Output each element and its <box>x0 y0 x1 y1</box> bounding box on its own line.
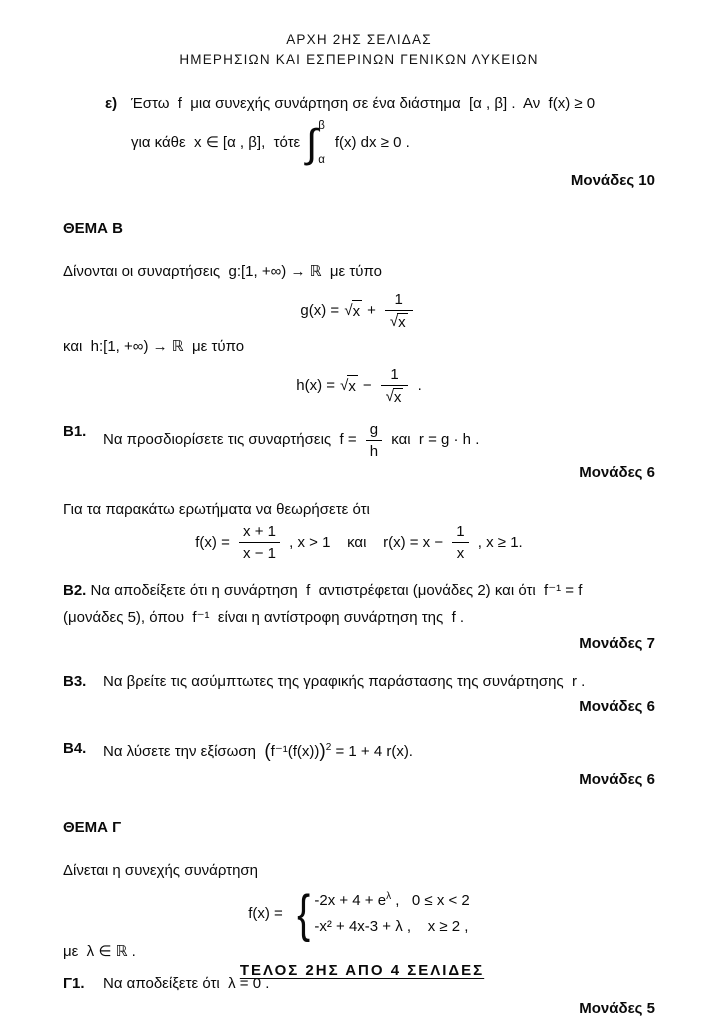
page-header <box>63 30 655 69</box>
theme-b-h-intro: και h:[1, +∞) → ℝ με τύπο <box>63 337 245 355</box>
piecewise-case-1: $-2x + 4 + e^\lambda$ , 0 ≤ x < 2 <box>314 891 470 910</box>
theme-b-intro: Δίνονται οι συναρτήσεις g:[1, +∞) → ℝ με τύπο <box>63 262 382 280</box>
formula-r-lhs: r(x) = x − <box>383 533 448 551</box>
piecewise-lhs: f(x) = <box>248 905 287 923</box>
question-b2 <box>63 577 655 631</box>
formula-g-lhs: g(x) = <box>300 302 344 320</box>
formula-h-lhs: h(x) = <box>296 377 340 395</box>
question-e-label: ε) <box>105 95 118 113</box>
question-e-line2-post: f(x) dx ≥ 0 . <box>334 134 410 152</box>
question-e-line1: Έστω f μια συνεχής συνάρτηση σε ένα διάστημα [α , β] . Αν f(x) ≥ 0 <box>131 95 596 113</box>
page-footer: ΤΕΛΟΣ 2ΗΣ ΑΠΟ 4 ΣΕΛΙΔΕΣ <box>239 961 485 979</box>
integral-lower-bound: α <box>318 154 325 167</box>
question-b3-label: Β3. <box>63 673 87 691</box>
question-b3-text: Να βρείτε τις ασύμπτωτες της γραφικής παράστασης της συνάρτησης r . <box>103 673 586 691</box>
header-line1: ΑΡΧΗ 2ΗΣ ΣΕΛΙΔΑΣ <box>286 32 432 47</box>
question-b2-line2: (μονάδες 5), όπου f⁻¹ είναι η αντίστροφη συνάρτηση της f . <box>63 608 465 626</box>
question-b2-label: Β2. <box>63 581 87 599</box>
integral-symbol <box>306 120 329 168</box>
theme-b-title: ΘΕΜΑ Β <box>63 220 123 238</box>
integral-sign: ∫ <box>306 121 318 166</box>
fraction-g-over-h: $\frac{g}{h}$ <box>366 421 382 461</box>
points-b3: Μονάδες 6 <box>579 697 655 715</box>
question-b1-label: Β1. <box>63 422 87 440</box>
header-line2: ΗΜΕΡΗΣΙΩΝ ΚΑΙ ΕΣΠΕΡΙΝΩΝ ΓΕΝΙΚΩΝ ΛΥΚΕΙΩΝ <box>179 51 539 67</box>
question-b2-line1: Να αποδείξετε ότι η συνάρτηση f αντιστρέφεται (μονάδες 2) και ότι f⁻¹ = f <box>90 581 583 599</box>
radical-icon: √ <box>344 301 353 319</box>
theme-c-intro: Δίνεται η συνεχής συνάρτηση <box>63 861 259 879</box>
radical-icon: √ <box>340 376 349 394</box>
radical-icon: √ <box>389 313 399 331</box>
question-e-line2-pre: για κάθε x ∈ [α , β], τότε <box>131 134 301 152</box>
fraction-one-over-sqrt-x: 1 √ x <box>381 366 409 407</box>
theme-c-title: ΘΕΜΑ Γ <box>63 819 122 837</box>
question-e-line2 <box>131 120 595 168</box>
formula-g <box>63 291 655 332</box>
formula-g-op: + <box>367 302 376 320</box>
points-b1: Μονάδες 6 <box>579 464 655 482</box>
question-b3 <box>63 671 655 694</box>
question-b1-text: Να προσδιορίσετε τις συναρτήσεις f = <box>103 431 361 449</box>
formula-h-op: − <box>362 377 372 395</box>
question-b4: Β4. Να λύσετε την εξίσωση $(f^{-1}(f(x)))^2 = 1 + 4$ r(x). <box>63 738 655 767</box>
fraction-one-over-sqrt-x: 1 √ x <box>385 291 413 332</box>
sqrt-x: √ x <box>344 300 362 324</box>
points-g1: Μονάδες 5 <box>579 999 655 1017</box>
question-b4-label: Β4. <box>63 740 87 758</box>
question-g1-text: Να αποδείξετε ότι λ = 0 . <box>103 975 270 993</box>
question-e-body <box>131 93 595 168</box>
points-question-e: Μονάδες 10 <box>570 171 655 189</box>
sqrt-x: √ x <box>340 375 358 399</box>
points-b4: Μονάδες 6 <box>579 770 655 788</box>
assumption-formula: f(x) = $\frac{x + 1}{x - 1}$ , x > 1 και r(x) = x − $\frac{1}{x}$ , x ≥ 1. <box>195 523 523 563</box>
question-g1-label: Γ1. <box>63 975 85 993</box>
radical-icon: √ <box>385 388 394 406</box>
integral-upper-bound: β <box>318 119 325 132</box>
piecewise-formula <box>63 884 655 943</box>
fraction-one-over-x: $\frac{1}{x}$ <box>452 523 468 563</box>
points-b2: Μονάδες 7 <box>579 634 655 652</box>
integral-bounds <box>318 120 325 168</box>
assumption-intro: Για τα παρακάτω ερωτήματα να θεωρήσετε ότι <box>63 500 370 518</box>
question-e <box>105 93 655 168</box>
fraction-x-plus-1-over-x-minus-1: $\frac{x + 1}{x - 1}$ <box>239 523 280 563</box>
question-b1: Β1. Να προσδιορίσετε τις συναρτήσεις f = $\frac{g}{h}$ και r = g · h . <box>63 420 480 460</box>
formula-h: h(x) = √ x − 1 √ x . <box>296 366 422 407</box>
piecewise-cases <box>314 888 469 941</box>
formula-f-lhs: f(x) = <box>195 533 235 551</box>
lambda-line: με λ ∈ ℝ . <box>63 942 136 960</box>
question-b4-text: Να λύσετε την εξίσωση <box>103 743 265 761</box>
question-b4-equation: f⁻¹(f(x)) <box>270 743 320 761</box>
brace-icon: { <box>297 884 311 943</box>
piecewise-case-2: -x² + 4x-3 + λ , x ≥ 2 , <box>314 918 469 936</box>
